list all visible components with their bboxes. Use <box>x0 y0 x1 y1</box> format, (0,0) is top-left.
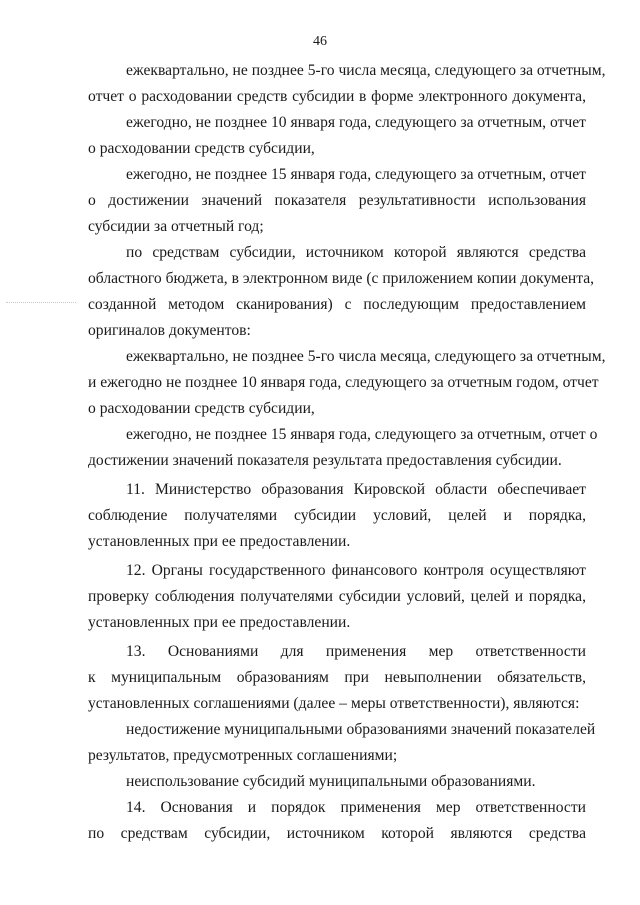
text-line: недостижение муниципальными образованиями значений показателей <box>126 721 596 738</box>
margin-dots <box>6 292 76 303</box>
text-line: установленных соглашениями (далее – меры ответственности), являются: <box>88 695 580 712</box>
text-line: установленных при ее предоставлении. <box>88 614 351 631</box>
text-line: 13. Основаниями для применения мер ответственности <box>126 643 586 660</box>
text-line: 12. Органы государственного финансового контроля осуществляют <box>126 562 586 579</box>
text-line: установленных при ее предоставлении. <box>88 533 351 550</box>
text-line: созданной методом сканирования) с последующим предоставлением <box>88 296 586 313</box>
text-line: областного бюджета, в электронном виде (с приложением копии документа, <box>88 270 595 287</box>
text-line: оригиналов документов: <box>88 322 251 339</box>
text-line: к муниципальным образованиям при невыполнении обязательств, <box>88 669 586 686</box>
text-line: ежеквартально, не позднее 5-го числа месяца, следующего за отчетным, <box>126 348 606 365</box>
text-line: ежеквартально, не позднее 5-го числа месяца, следующего за отчетным, <box>126 62 606 79</box>
text-line: 14. Основания и порядок применения мер ответственности <box>126 799 586 816</box>
document-body <box>88 58 606 847</box>
text-line: соблюдение получателями субсидии условий, целей и порядка, <box>88 507 586 524</box>
text-line: о расходовании средств субсидии, <box>88 400 315 417</box>
text-line: результатов, предусмотренных соглашениями; <box>88 747 398 764</box>
text-line: по средствам субсидии, источником которой являются средства <box>126 244 586 261</box>
text-line: отчет о расходовании средств субсидии в форме электронного документа, <box>88 88 586 105</box>
text-line: проверку соблюдения получателями субсидии условий, целей и порядка, <box>88 588 586 605</box>
text-line: субсидии за отчетный год; <box>88 218 264 235</box>
text-line: неиспользование субсидий муниципальными образованиями. <box>126 773 536 790</box>
text-line: о расходовании средств субсидии, <box>88 140 315 157</box>
text-line: и ежегодно не позднее 10 января года, следующего за отчетным годом, отчет <box>88 374 599 391</box>
text-line: о достижении значений показателя результативности использования <box>88 192 586 209</box>
page-number: 46 <box>313 34 327 49</box>
text-line: ежегодно, не позднее 15 января года, следующего за отчетным, отчет <box>126 166 586 183</box>
text-line: 11. Министерство образования Кировской области обеспечивает <box>126 481 586 498</box>
text-line: достижении значений показателя результата предоставления субсидии. <box>88 452 562 469</box>
text-line: ежегодно, не позднее 15 января года, следующего за отчетным, отчет о <box>126 426 598 443</box>
text-line: по средствам субсидии, источником которой являются средства <box>88 825 586 842</box>
text-line: ежегодно, не позднее 10 января года, следующего за отчетным, отчет <box>126 114 586 131</box>
